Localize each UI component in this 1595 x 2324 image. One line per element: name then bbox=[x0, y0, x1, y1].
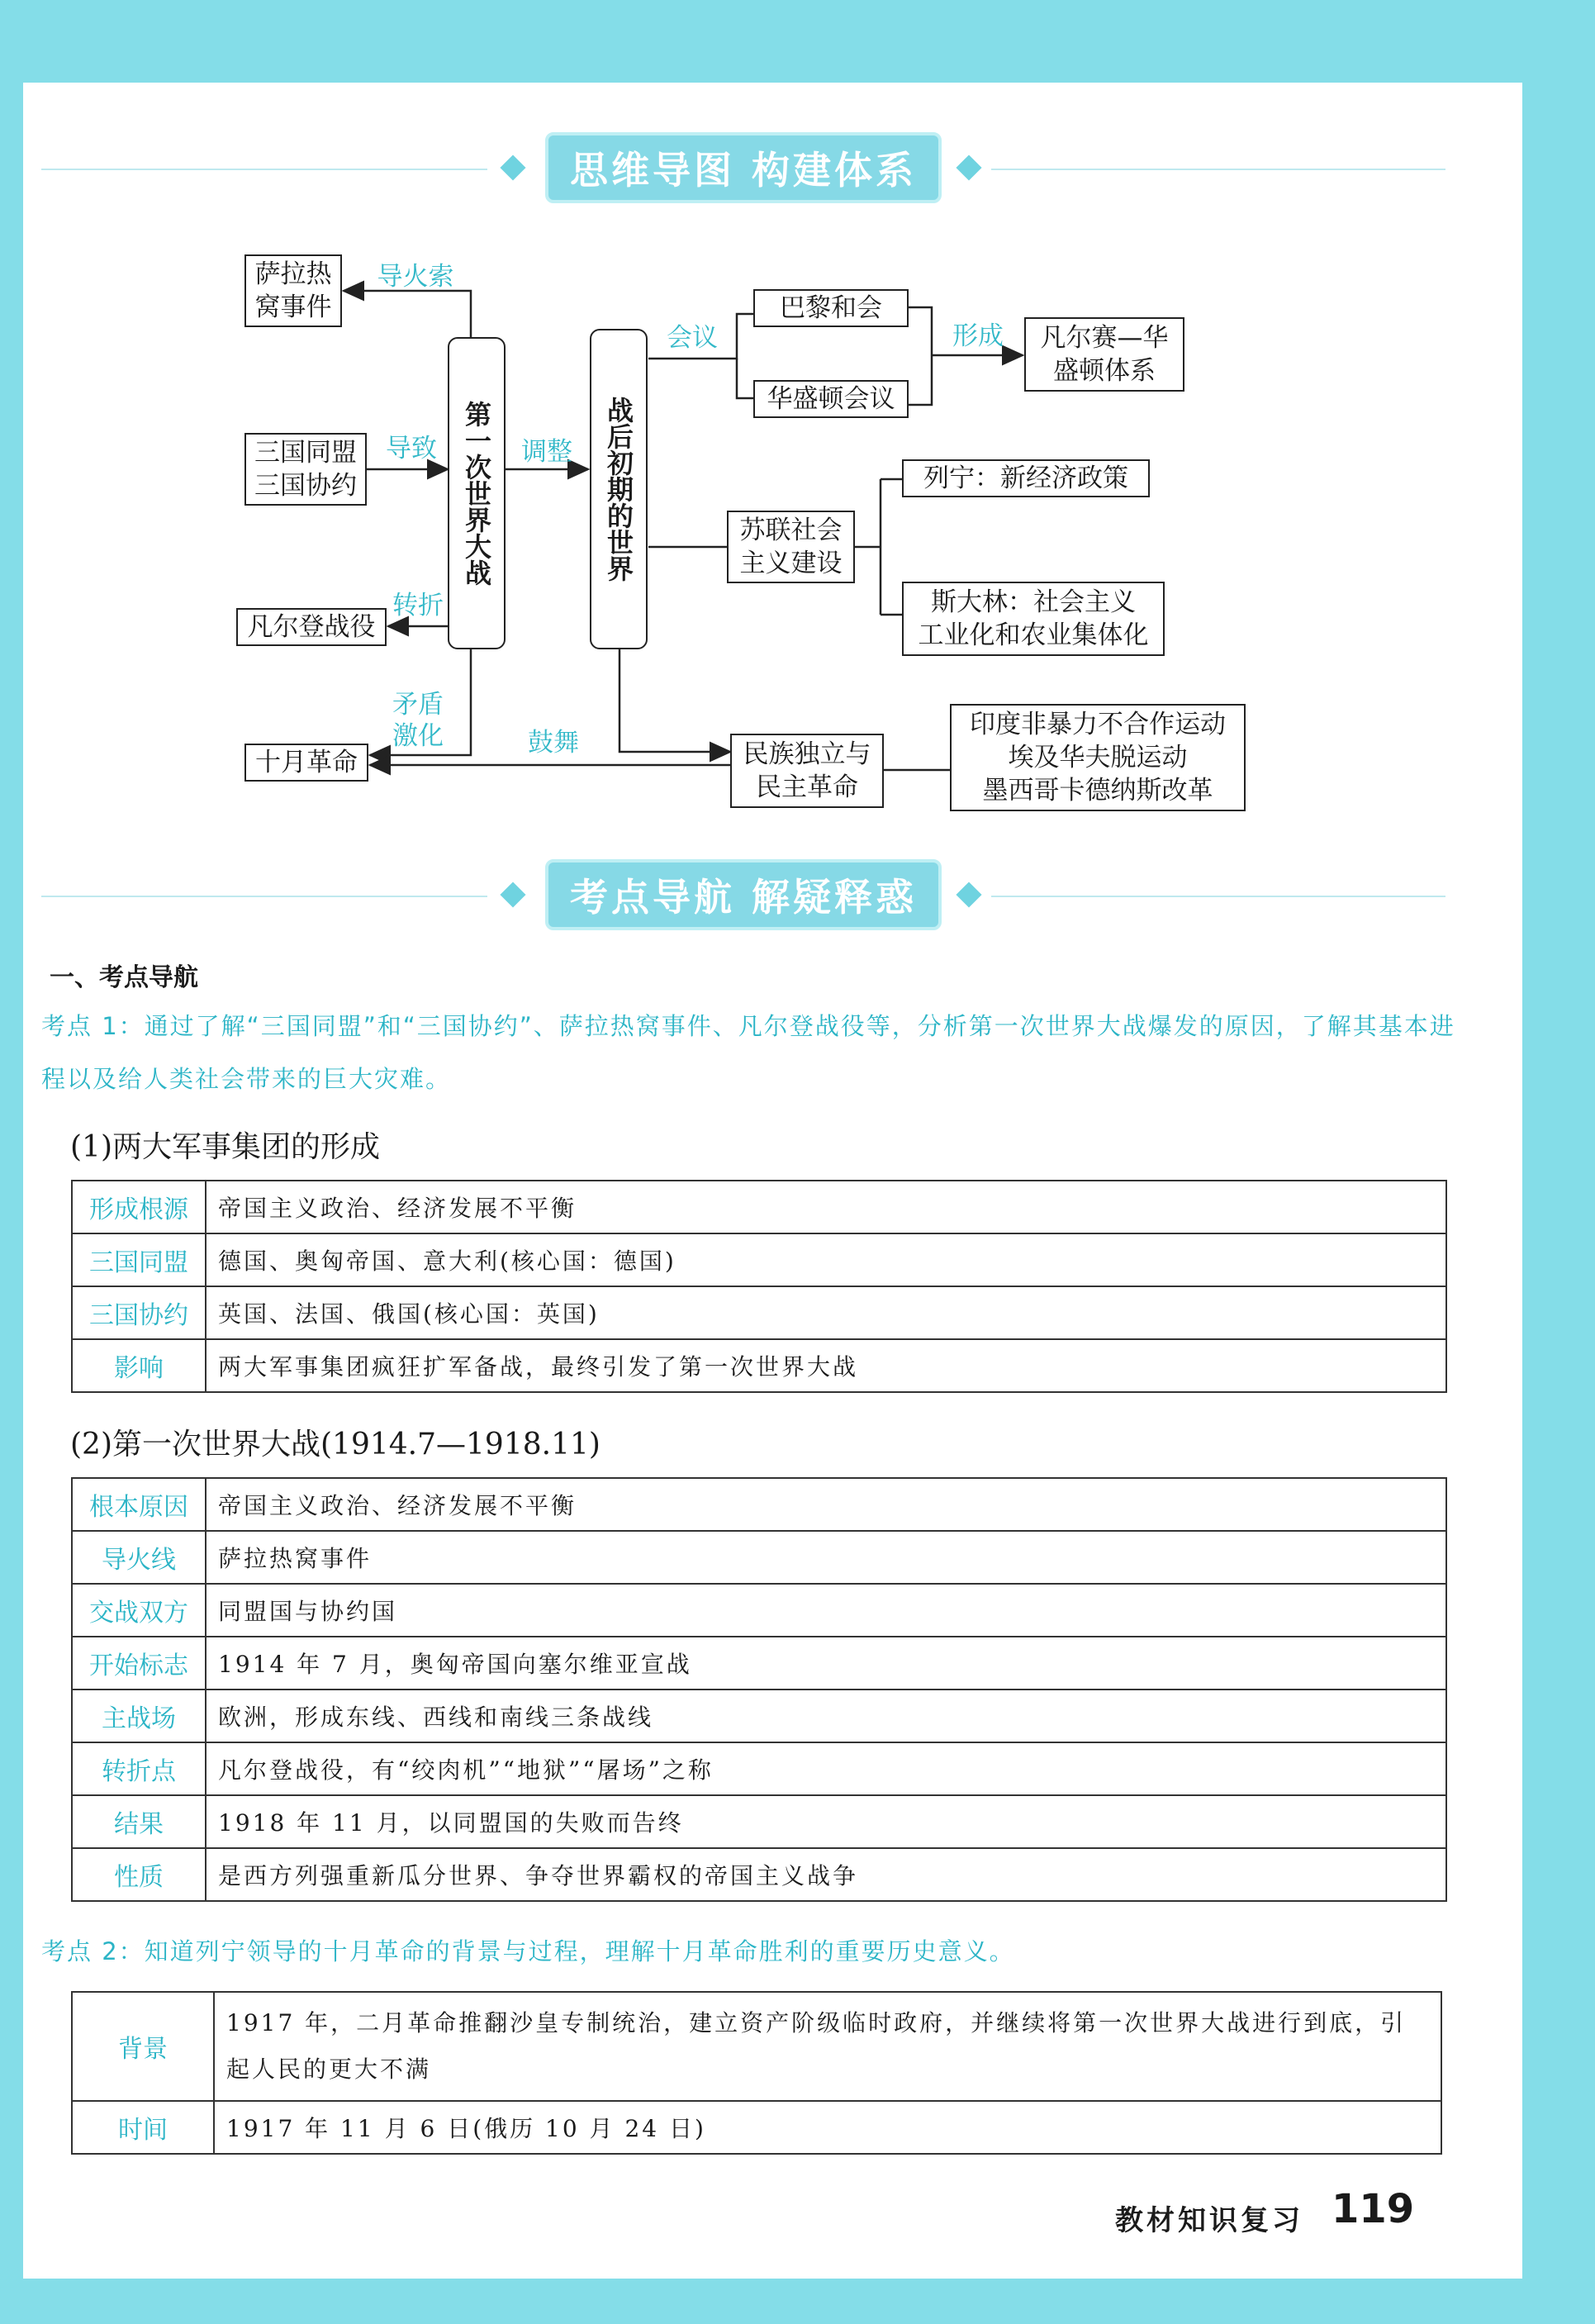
row-key: 导火线 bbox=[72, 1531, 206, 1584]
row-key: 交战双方 bbox=[72, 1584, 206, 1637]
table-row bbox=[72, 1992, 1441, 2101]
edge-form-bracket bbox=[909, 307, 932, 405]
row-value: 1918 年 11 月，以同盟国的失败而告终 bbox=[206, 1795, 1446, 1848]
edge-national bbox=[619, 649, 730, 752]
table-military-blocs bbox=[71, 1180, 1447, 1393]
row-value: 英国、法国、俄国(核心国：英国) bbox=[206, 1286, 1446, 1339]
table-row bbox=[72, 1584, 1446, 1637]
node-national: 民族独立与 民主革命 bbox=[730, 734, 884, 808]
label-turn: 转折 bbox=[392, 591, 444, 620]
table-october-revolution bbox=[71, 1991, 1442, 2155]
label-adjust: 调整 bbox=[521, 437, 572, 467]
label-cause: 导致 bbox=[386, 434, 437, 463]
node-sarajevo: 萨拉热 窝事件 bbox=[244, 254, 342, 327]
table-row bbox=[72, 1690, 1446, 1742]
row-key: 结果 bbox=[72, 1795, 206, 1848]
row-key: 三国同盟 bbox=[72, 1233, 206, 1286]
table-row bbox=[72, 1742, 1446, 1795]
node-soviet: 苏联社会 主义建设 bbox=[727, 511, 855, 583]
node-washington: 华盛顿会议 bbox=[753, 380, 909, 418]
row-value: 1917 年，二月革命推翻沙皇专制统治，建立资产阶级临时政府，并继续将第一次世界大战进行到底，引起人民的更大不满 bbox=[214, 1992, 1441, 2101]
table-ww1 bbox=[71, 1477, 1447, 1902]
section-heading: 一、考点导航 bbox=[50, 963, 198, 992]
banner-title: 思维导图 构建体系 bbox=[569, 148, 917, 192]
table-row bbox=[72, 1795, 1446, 1848]
row-value: 两大军事集团疯狂扩军备战，最终引发了第一次世界大战 bbox=[206, 1339, 1446, 1392]
row-key: 转折点 bbox=[72, 1742, 206, 1795]
label-fuse: 导火索 bbox=[377, 262, 454, 292]
node-paris: 巴黎和会 bbox=[753, 289, 909, 327]
node-october: 十月革命 bbox=[244, 744, 368, 782]
row-key: 时间 bbox=[72, 2101, 214, 2154]
table-row bbox=[72, 1286, 1446, 1339]
row-key: 形成根源 bbox=[72, 1181, 206, 1233]
row-key: 影响 bbox=[72, 1339, 206, 1392]
banner-title-box bbox=[545, 859, 942, 930]
label-form: 形成 bbox=[952, 321, 1004, 351]
diamond-icon bbox=[500, 882, 525, 907]
diamond-icon bbox=[956, 882, 981, 907]
row-value: 帝国主义政治、经济发展不平衡 bbox=[206, 1478, 1446, 1531]
row-value: 萨拉热窝事件 bbox=[206, 1531, 1446, 1584]
table-row bbox=[72, 1339, 1446, 1392]
subheading-1: (1)两大军事集团的形成 bbox=[70, 1130, 380, 1164]
row-value: 德国、奥匈帝国、意大利(核心国：德国) bbox=[206, 1233, 1446, 1286]
node-alliances: 三国同盟 三国协约 bbox=[244, 433, 367, 506]
exam-point-1: 考点 1：通过了解“三国同盟”和“三国协约”、萨拉热窝事件、凡尔登战役等，分析第一次世界大战爆发的原因，了解其基本进程以及给人类社会带来的巨大灾难。 bbox=[41, 1012, 1455, 1093]
node-postwar: 战后初期的世界 bbox=[590, 329, 648, 649]
row-value: 1917 年 11 月 6 日(俄历 10 月 24 日) bbox=[214, 2101, 1441, 2154]
node-movements: 印度非暴力不合作运动 埃及华夫脱运动 墨西哥卡德纳斯改革 bbox=[950, 704, 1246, 811]
node-ww1: 第一次世界大战 bbox=[448, 337, 506, 649]
row-value: 帝国主义政治、经济发展不平衡 bbox=[206, 1181, 1446, 1233]
node-versailles: 凡尔赛—华 盛顿体系 bbox=[1024, 317, 1184, 392]
row-value: 同盟国与协约国 bbox=[206, 1584, 1446, 1637]
banner-rule-left bbox=[41, 896, 487, 897]
banner-exam-points bbox=[41, 859, 1445, 934]
banner-title: 考点导航 解疑释惑 bbox=[569, 875, 917, 920]
edge-fuse bbox=[344, 291, 471, 337]
node-stalin: 斯大林：社会主义 工业化和农业集体化 bbox=[902, 582, 1165, 656]
footer-label: 教材知识复习 bbox=[1115, 2204, 1303, 2237]
table-row bbox=[72, 2101, 1441, 2154]
label-inspire: 鼓舞 bbox=[528, 728, 579, 758]
page-number: 119 bbox=[1332, 2186, 1415, 2232]
exam-point-2: 考点 2：知道列宁领导的十月革命的背景与过程，理解十月革命胜利的重要历史意义。 bbox=[41, 1937, 1015, 1965]
subheading-2: (2)第一次世界大战(1914.7—1918.11) bbox=[70, 1428, 600, 1461]
edge-meeting-washington bbox=[737, 359, 753, 398]
banner-rule-right bbox=[991, 896, 1445, 897]
row-value: 凡尔登战役，有“绞肉机”“地狱”“屠场”之称 bbox=[206, 1742, 1446, 1795]
row-key: 性质 bbox=[72, 1848, 206, 1901]
row-key: 三国协约 bbox=[72, 1286, 206, 1339]
row-key: 根本原因 bbox=[72, 1478, 206, 1531]
node-lenin: 列宁：新经济政策 bbox=[902, 459, 1150, 497]
row-key: 开始标志 bbox=[72, 1637, 206, 1690]
table-row bbox=[72, 1233, 1446, 1286]
row-key: 背景 bbox=[72, 1992, 214, 2101]
row-key: 主战场 bbox=[72, 1690, 206, 1742]
table-row bbox=[72, 1848, 1446, 1901]
row-value: 1914 年 7 月，奥匈帝国向塞尔维亚宣战 bbox=[206, 1637, 1446, 1690]
table-row bbox=[72, 1181, 1446, 1233]
row-value: 欧洲，形成东线、西线和南线三条战线 bbox=[206, 1690, 1446, 1742]
row-value: 是西方列强重新瓜分世界、争夺世界霸权的帝国主义战争 bbox=[206, 1848, 1446, 1901]
table-row bbox=[72, 1531, 1446, 1584]
node-verdun: 凡尔登战役 bbox=[236, 608, 387, 646]
table-row bbox=[72, 1478, 1446, 1531]
table-row bbox=[72, 1637, 1446, 1690]
label-meeting: 会议 bbox=[667, 323, 718, 353]
label-conflict: 矛盾 激化 bbox=[392, 690, 444, 751]
